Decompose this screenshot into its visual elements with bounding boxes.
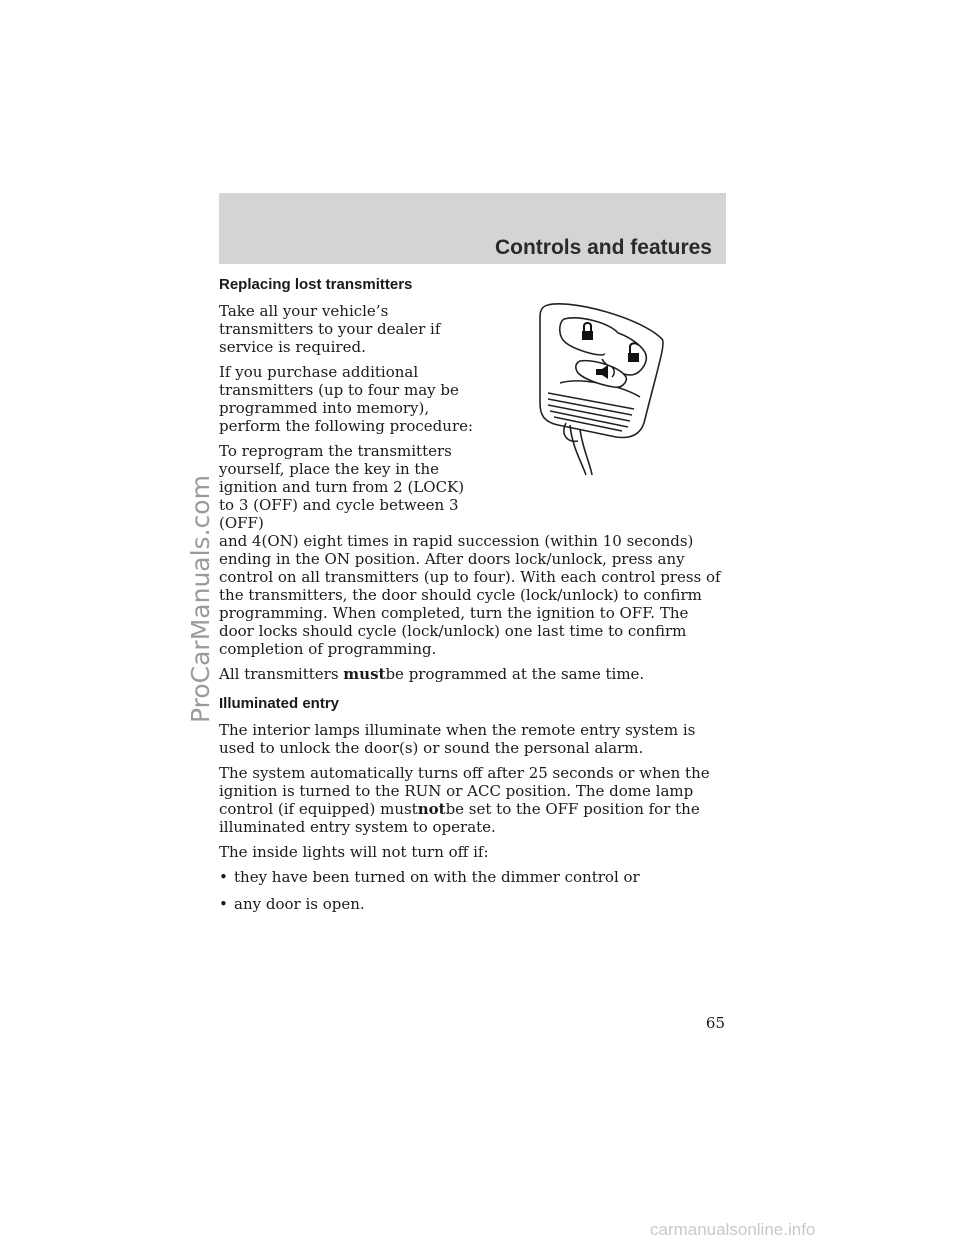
paragraph: If you purchase additional transmitters (up to four may be programmed into memory), perform the following procedure: <box>219 363 474 435</box>
paragraph: The interior lamps illuminate when the remote entry system is used to unlock the door(s) or sound the personal alarm. <box>219 721 696 757</box>
page-content <box>219 276 726 922</box>
paragraph <box>219 665 726 683</box>
side-watermark-text: ProCarManuals.com <box>186 475 215 723</box>
text-run: The system automatically turns off after 25 seconds or when the ignition is turned to the RUN or ACC position. The dome lamp control (if equipped) must <box>219 764 710 818</box>
bold-emphasis: must <box>343 665 386 683</box>
list-item-text: they have been turned on with the dimmer control or <box>234 868 640 886</box>
page-number: 65 <box>705 1014 725 1032</box>
paragraph: To reprogram the transmitters yourself, place the key in the ignition and turn from 2 (LOCK) to 3 (OFF) and cycle between 3 (OFF) <box>219 442 465 532</box>
text-run: be programmed at the same time. <box>385 665 645 683</box>
list-item-text: any door is open. <box>234 895 365 913</box>
list-item <box>219 895 726 913</box>
paragraph <box>219 764 726 836</box>
paragraph: Take all your vehicle’s transmitters to your dealer if service is required. <box>219 302 441 356</box>
bullet-list <box>219 868 726 913</box>
bullet-icon: • <box>219 868 228 886</box>
text-run: All transmitters <box>219 665 344 683</box>
bullet-icon: • <box>219 895 228 913</box>
paragraph: and 4(ON) eight times in rapid succession (within 10 seconds) ending in the ON position. After doors lock/unlock, press any control on all transmitters (up to four). With each control press of the transmitters, the door should cycle (lock/unlock) to confirm programming. When completed, turn the ignition to OFF. The door locks should cycle (lock/unlock) one last time to confirm completion of programming. <box>219 532 721 658</box>
page-header-title: Controls and features <box>494 236 712 259</box>
section-heading-replacing-lost-transmitters: Replacing lost transmitters <box>219 276 413 293</box>
bottom-watermark: carmanualsonline.info <box>650 1220 816 1239</box>
page-header-band <box>219 193 726 264</box>
text-run: be set to the OFF position for the illuminated entry system to operate. <box>219 800 700 836</box>
list-item <box>219 868 726 886</box>
paragraph: The inside lights will not turn off if: <box>219 843 489 861</box>
section-heading-illuminated-entry: Illuminated entry <box>219 695 340 712</box>
bold-emphasis: not <box>417 800 446 818</box>
